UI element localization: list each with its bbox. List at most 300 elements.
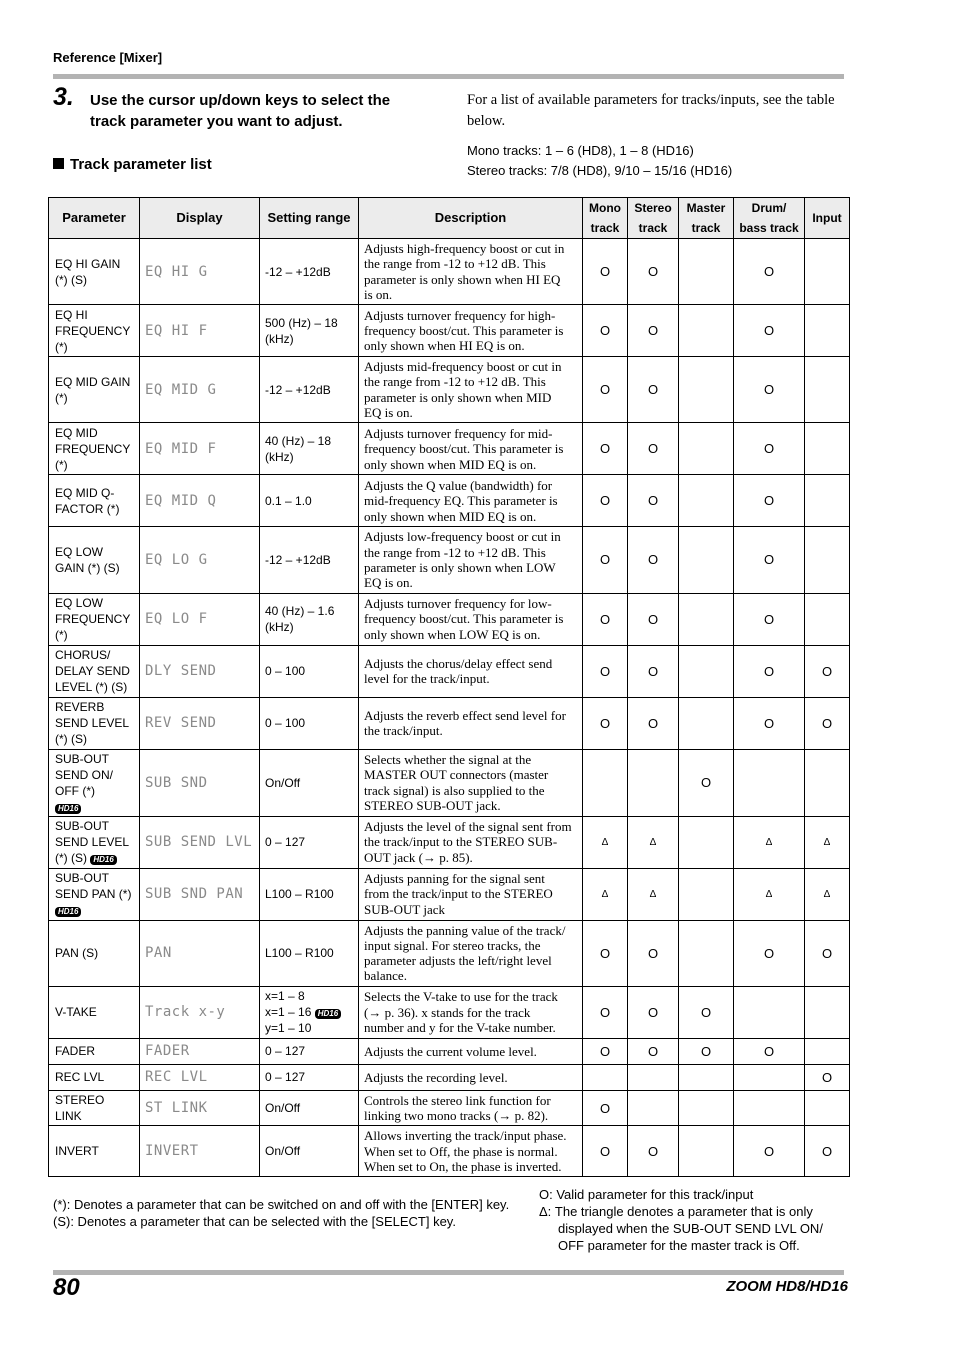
range-text: 0 – 100 bbox=[265, 716, 306, 731]
parameter-line bbox=[55, 731, 136, 747]
range-line bbox=[265, 264, 358, 280]
cell-drum-mark: O bbox=[734, 527, 805, 593]
cell-mono-mark: O bbox=[583, 527, 628, 593]
table-row bbox=[49, 1038, 850, 1064]
parameter-badge-line bbox=[55, 799, 136, 815]
lcd-display-text: SUB SND PAN bbox=[145, 886, 244, 903]
range-text: y=1 – 10 bbox=[265, 1021, 312, 1036]
lcd-display-text: FADER bbox=[145, 1043, 190, 1060]
parameter-text: FREQUENCY bbox=[55, 441, 131, 456]
table-row bbox=[49, 868, 850, 920]
product-name: ZOOM HD8/HD16 bbox=[726, 1278, 848, 1295]
parameter-line bbox=[55, 611, 136, 627]
top-rule bbox=[53, 74, 844, 79]
cell-drum-mark bbox=[734, 1090, 805, 1126]
cell-display bbox=[140, 357, 260, 423]
cell-stereo-mark bbox=[628, 749, 679, 816]
cell-input-mark bbox=[805, 423, 850, 475]
cell-drum-mark: O bbox=[734, 1126, 805, 1177]
cell-setting-range bbox=[260, 697, 359, 749]
parameter-text: EQ LOW bbox=[55, 544, 104, 559]
cell-drum-mark: O bbox=[734, 357, 805, 423]
table-row bbox=[49, 920, 850, 986]
parameter-text: SEND PAN (*) bbox=[55, 887, 132, 902]
cell-stereo-mark: O bbox=[628, 593, 679, 645]
parameter-line bbox=[55, 1108, 136, 1124]
parameter-line bbox=[55, 834, 136, 850]
list-heading bbox=[53, 156, 212, 173]
description-line: Adjusts the reverb effect send level for bbox=[364, 707, 566, 723]
cell-input-mark bbox=[805, 986, 850, 1038]
cell-input-mark bbox=[805, 357, 850, 423]
parameter-line bbox=[55, 1143, 136, 1159]
range-text: (kHz) bbox=[265, 620, 294, 635]
parameter-line bbox=[55, 870, 136, 886]
cell-description bbox=[359, 357, 583, 423]
cell-display bbox=[140, 986, 260, 1038]
cell-stereo-mark: O bbox=[628, 986, 679, 1038]
description-line: parameter is only shown when HI EQ bbox=[364, 271, 561, 287]
hd16-badge-icon: HD16 bbox=[55, 907, 81, 917]
cell-display bbox=[140, 697, 260, 749]
description-line: balance. bbox=[364, 968, 407, 984]
cell-stereo-mark: O bbox=[628, 1126, 679, 1177]
table-row bbox=[49, 1090, 850, 1126]
parameter-line bbox=[55, 1069, 136, 1085]
range-line bbox=[265, 315, 358, 331]
lcd-display-text: REC LVL bbox=[145, 1069, 208, 1086]
description-line: Selects whether the signal at the bbox=[364, 751, 532, 767]
cell-input-mark bbox=[805, 239, 850, 305]
cell-stereo-mark: O bbox=[628, 305, 679, 357]
cell-master-mark bbox=[679, 1126, 734, 1177]
table-row bbox=[49, 593, 850, 645]
parameter-line bbox=[55, 272, 136, 288]
parameter-text: EQ HI GAIN bbox=[55, 256, 121, 271]
cell-parameter bbox=[49, 239, 140, 305]
range-text: -12 – +12dB bbox=[265, 264, 331, 279]
parameter-text: EQ LOW bbox=[55, 596, 104, 611]
parameter-badge-line bbox=[55, 902, 136, 918]
cell-description bbox=[359, 1038, 583, 1064]
range-line bbox=[265, 433, 358, 449]
parameter-line bbox=[55, 627, 136, 643]
cell-display bbox=[140, 816, 260, 868]
mono-tracks-note: Mono tracks: 1 – 6 (HD8), 1 – 8 (HD16) bbox=[467, 143, 694, 158]
description-line: MASTER OUT connectors (master bbox=[364, 767, 549, 783]
cell-mono-mark: O bbox=[583, 986, 628, 1038]
table-row bbox=[49, 749, 850, 816]
cell-description bbox=[359, 697, 583, 749]
description-line: parameter is only shown when LOW bbox=[364, 559, 556, 575]
cell-master-mark bbox=[679, 527, 734, 593]
cell-drum-mark bbox=[734, 986, 805, 1038]
cell-mono-mark: O bbox=[583, 1126, 628, 1177]
parameter-text: V-TAKE bbox=[55, 1005, 97, 1020]
footnote-enter: (*): Denotes a parameter that can be switched on and off with the [ENTER] key. bbox=[53, 1197, 510, 1212]
cell-master-mark bbox=[679, 920, 734, 986]
cell-drum-mark: O bbox=[734, 697, 805, 749]
parameter-line bbox=[55, 1043, 136, 1059]
cell-master-mark bbox=[679, 593, 734, 645]
parameter-line bbox=[55, 767, 136, 783]
cell-description bbox=[359, 423, 583, 475]
table-row bbox=[49, 357, 850, 423]
cell-parameter bbox=[49, 816, 140, 868]
description-line: only shown when MID EQ is on. bbox=[364, 508, 537, 524]
description-line: parameter adjusts the left/right level bbox=[364, 953, 552, 969]
description-line: only shown when LOW EQ is on. bbox=[364, 626, 541, 642]
parameter-line bbox=[55, 485, 136, 501]
cell-master-mark bbox=[679, 816, 734, 868]
cell-setting-range bbox=[260, 868, 359, 920]
cell-display bbox=[140, 1064, 260, 1090]
description-line: the range from -12 to +12 dB. This bbox=[364, 256, 546, 272]
cell-stereo-mark: O bbox=[628, 357, 679, 423]
cell-stereo-mark: Δ bbox=[628, 816, 679, 868]
cell-master-mark bbox=[679, 645, 734, 697]
lcd-display-text: SUB SND bbox=[145, 774, 208, 791]
cell-input-mark bbox=[805, 527, 850, 593]
description-line: Allows inverting the track/input phase. bbox=[364, 1128, 567, 1144]
cell-input-mark bbox=[805, 749, 850, 816]
parameter-line bbox=[55, 699, 136, 715]
description-line: parameter is only shown when MID bbox=[364, 389, 552, 405]
range-text: (kHz) bbox=[265, 331, 294, 346]
description-line: the track/input. bbox=[364, 723, 443, 739]
lcd-display-text: DLY SEND bbox=[145, 663, 217, 680]
cell-drum-mark: Δ bbox=[734, 868, 805, 920]
cell-mono-mark: O bbox=[583, 645, 628, 697]
range-line bbox=[265, 1069, 358, 1085]
lcd-display-text: PAN bbox=[145, 945, 172, 962]
cell-drum-mark bbox=[734, 1064, 805, 1090]
cell-master-mark bbox=[679, 239, 734, 305]
lcd-display-text: EQ MID F bbox=[145, 440, 217, 457]
range-text: 500 (Hz) – 18 bbox=[265, 315, 338, 330]
cell-display bbox=[140, 1126, 260, 1177]
hd16-badge-icon: HD16 bbox=[90, 855, 116, 865]
cell-setting-range bbox=[260, 749, 359, 816]
description-line: EQ is on. bbox=[364, 575, 413, 591]
cell-setting-range bbox=[260, 527, 359, 593]
cell-description bbox=[359, 986, 583, 1038]
header-setting-range: Setting range bbox=[260, 198, 359, 239]
parameter-line bbox=[55, 457, 136, 473]
parameter-text: (*) bbox=[55, 390, 68, 405]
lcd-display-text: EQ HI F bbox=[145, 322, 208, 339]
step-line-2: track parameter you want to adjust. bbox=[90, 113, 343, 130]
cell-description bbox=[359, 527, 583, 593]
description-line: frequency boost/cut. This parameter is bbox=[364, 611, 564, 627]
cell-setting-range bbox=[260, 423, 359, 475]
range-text: 0.1 – 1.0 bbox=[265, 493, 312, 508]
range-text: On/Off bbox=[265, 1144, 301, 1159]
description-line: Adjusts high-frequency boost or cut in bbox=[364, 241, 565, 256]
cell-mono-mark: O bbox=[583, 920, 628, 986]
footnotes-left bbox=[53, 1196, 509, 1230]
table-row bbox=[49, 475, 850, 527]
range-line bbox=[265, 945, 358, 961]
cell-display bbox=[140, 527, 260, 593]
parameter-line bbox=[55, 441, 136, 457]
lcd-display-text: Track x-y bbox=[145, 1004, 226, 1021]
cell-input-mark: O bbox=[805, 645, 850, 697]
cell-stereo-mark: Δ bbox=[628, 868, 679, 920]
range-text: x=1 – 16 bbox=[265, 1005, 312, 1020]
parameter-text: SUB-OUT bbox=[55, 871, 109, 886]
cell-parameter bbox=[49, 305, 140, 357]
parameter-line bbox=[55, 715, 136, 731]
parameter-line bbox=[55, 501, 136, 517]
description-line: SUB-OUT jack bbox=[364, 901, 446, 917]
parameter-text: EQ MID bbox=[55, 425, 98, 440]
description-line: Adjusts the chorus/delay effect send bbox=[364, 655, 553, 671]
cell-setting-range bbox=[260, 305, 359, 357]
description-line: only shown when MID EQ is on. bbox=[364, 456, 537, 472]
bottom-rule bbox=[53, 1270, 844, 1275]
range-text: -12 – +12dB bbox=[265, 552, 331, 567]
description-line: When set to Off, the phase is normal. bbox=[364, 1143, 558, 1159]
parameter-line bbox=[55, 818, 136, 834]
description-line: input signal. For stereo tracks, the bbox=[364, 937, 541, 953]
cell-parameter bbox=[49, 1126, 140, 1177]
cell-stereo-mark: O bbox=[628, 645, 679, 697]
description-line: Selects the V-take to use for the track bbox=[364, 989, 558, 1005]
parameter-text: SEND LEVEL bbox=[55, 835, 130, 850]
header-display: Display bbox=[140, 198, 260, 239]
description-line: the range from -12 to +12 dB. This bbox=[364, 544, 546, 560]
description-line: EQ is on. bbox=[364, 405, 413, 421]
header-drum-bass-track: Drum/ bass track bbox=[734, 198, 805, 239]
cell-parameter bbox=[49, 697, 140, 749]
cell-parameter bbox=[49, 986, 140, 1038]
header-input: Input bbox=[805, 198, 850, 239]
cell-setting-range bbox=[260, 239, 359, 305]
description-line: Controls the stereo link function for bbox=[364, 1092, 551, 1108]
cell-display bbox=[140, 1090, 260, 1126]
cell-mono-mark bbox=[583, 1064, 628, 1090]
parameter-text: FREQUENCY bbox=[55, 612, 131, 627]
cell-setting-range bbox=[260, 357, 359, 423]
description-line: STEREO SUB-OUT jack. bbox=[364, 797, 501, 813]
cell-master-mark bbox=[679, 475, 734, 527]
parameter-text: CHORUS/ bbox=[55, 648, 111, 663]
cell-parameter bbox=[49, 527, 140, 593]
cell-display bbox=[140, 593, 260, 645]
table-row bbox=[49, 527, 850, 593]
cell-parameter bbox=[49, 357, 140, 423]
cell-display bbox=[140, 868, 260, 920]
cell-description bbox=[359, 1090, 583, 1126]
cell-mono-mark: O bbox=[583, 357, 628, 423]
cell-setting-range bbox=[260, 986, 359, 1038]
parameter-line bbox=[55, 390, 136, 406]
description-line: When set to On, the phase is inverted. bbox=[364, 1158, 562, 1174]
cell-input-mark bbox=[805, 1038, 850, 1064]
parameter-text: FADER bbox=[55, 1044, 96, 1059]
cell-parameter bbox=[49, 920, 140, 986]
cell-parameter bbox=[49, 1064, 140, 1090]
range-line bbox=[265, 1004, 358, 1020]
cell-parameter bbox=[49, 868, 140, 920]
parameter-line bbox=[55, 425, 136, 441]
cell-display bbox=[140, 1038, 260, 1064]
cell-input-mark: O bbox=[805, 697, 850, 749]
cell-setting-range bbox=[260, 593, 359, 645]
range-line bbox=[265, 449, 358, 465]
table-row bbox=[49, 986, 850, 1038]
parameter-text: DELAY SEND bbox=[55, 664, 130, 679]
range-text: x=1 – 8 bbox=[265, 989, 305, 1004]
description-line: frequency boost/cut. This parameter is bbox=[364, 323, 564, 339]
cell-setting-range bbox=[260, 1126, 359, 1177]
cell-setting-range bbox=[260, 816, 359, 868]
range-text: On/Off bbox=[265, 775, 301, 790]
lcd-display-text: EQ LO G bbox=[145, 551, 208, 568]
cell-input-mark bbox=[805, 1090, 850, 1126]
cell-master-mark: O bbox=[679, 1038, 734, 1064]
footnote-select: (S): Denotes a parameter that can be selected with the [SELECT] key. bbox=[53, 1214, 456, 1229]
parameter-text: LINK bbox=[55, 1109, 82, 1124]
parameter-text: REC LVL bbox=[55, 1070, 105, 1085]
cell-mono-mark: O bbox=[583, 697, 628, 749]
cell-input-mark bbox=[805, 593, 850, 645]
cell-master-mark: O bbox=[679, 986, 734, 1038]
range-text: L100 – R100 bbox=[265, 887, 334, 902]
parameter-text: EQ HI bbox=[55, 307, 88, 322]
table-row bbox=[49, 1126, 850, 1177]
range-text: 0 – 100 bbox=[265, 664, 306, 679]
step-line-1: Use the cursor up/down keys to select the bbox=[90, 92, 391, 109]
parameter-line bbox=[55, 751, 136, 767]
range-line bbox=[265, 834, 358, 850]
parameter-line bbox=[55, 560, 136, 576]
range-text: (kHz) bbox=[265, 449, 294, 464]
description-line: Adjusts turnover frequency for low- bbox=[364, 596, 552, 612]
range-text: 0 – 127 bbox=[265, 1044, 306, 1059]
parameter-line bbox=[55, 850, 136, 866]
parameter-text: EQ MID Q- bbox=[55, 485, 115, 500]
cell-display bbox=[140, 475, 260, 527]
range-line bbox=[265, 1043, 358, 1059]
parameter-line bbox=[55, 544, 136, 560]
cell-description bbox=[359, 593, 583, 645]
footnote-valid: O: Valid parameter for this track/input bbox=[539, 1187, 754, 1202]
cell-description bbox=[359, 920, 583, 986]
cell-stereo-mark bbox=[628, 1064, 679, 1090]
cell-setting-range bbox=[260, 475, 359, 527]
table-row bbox=[49, 1064, 850, 1090]
header-parameter: Parameter bbox=[49, 198, 140, 239]
range-text: 0 – 127 bbox=[265, 1070, 306, 1085]
range-line bbox=[265, 619, 358, 635]
cell-setting-range bbox=[260, 920, 359, 986]
parameter-text: (*) (S) bbox=[55, 732, 87, 747]
parameter-text: PAN (S) bbox=[55, 946, 99, 961]
cell-parameter bbox=[49, 1090, 140, 1126]
cell-stereo-mark bbox=[628, 1090, 679, 1126]
cell-description bbox=[359, 305, 583, 357]
parameter-line bbox=[55, 886, 136, 902]
header-master-track: Master track bbox=[679, 198, 734, 239]
lcd-display-text: EQ MID G bbox=[145, 381, 217, 398]
range-line bbox=[265, 1020, 358, 1036]
cell-setting-range bbox=[260, 1064, 359, 1090]
table-row bbox=[49, 305, 850, 357]
cell-input-mark: O bbox=[805, 920, 850, 986]
parameter-line bbox=[55, 339, 136, 355]
parameter-text: SUB-OUT bbox=[55, 819, 109, 834]
parameter-text: (*) (S) bbox=[55, 851, 87, 866]
cell-drum-mark: O bbox=[734, 423, 805, 475]
cell-description bbox=[359, 816, 583, 868]
parameter-text: FREQUENCY bbox=[55, 323, 131, 338]
parameter-line bbox=[55, 679, 136, 695]
description-line: the range from -12 to +12 dB. This bbox=[364, 374, 546, 390]
cell-stereo-mark: O bbox=[628, 697, 679, 749]
range-line bbox=[265, 552, 358, 568]
cell-master-mark bbox=[679, 305, 734, 357]
hd16-badge-icon: HD16 bbox=[55, 804, 81, 814]
parameter-text: SUB-OUT bbox=[55, 751, 109, 766]
description-line: linking two mono tracks (→ p. 82). bbox=[364, 1108, 549, 1124]
cell-setting-range bbox=[260, 1090, 359, 1126]
range-line bbox=[265, 988, 358, 1004]
cell-description bbox=[359, 475, 583, 527]
cell-display bbox=[140, 239, 260, 305]
footnote-triangle: Δ: The triangle denotes a parameter that is only displayed when the SUB-OUT SEND LVL ON/ OFF parameter for the master track is Off. bbox=[539, 1204, 823, 1253]
cell-mono-mark: O bbox=[583, 475, 628, 527]
description-line: the track/input to the STEREO SUB- bbox=[364, 834, 558, 850]
cell-drum-mark: Δ bbox=[734, 816, 805, 868]
cell-input-mark: O bbox=[805, 1064, 850, 1090]
description-line: Adjusts the current volume level. bbox=[364, 1043, 537, 1059]
range-line bbox=[265, 663, 358, 679]
range-text: L100 – R100 bbox=[265, 946, 334, 961]
cell-drum-mark: O bbox=[734, 920, 805, 986]
range-text: 40 (Hz) – 18 bbox=[265, 433, 332, 448]
cell-drum-mark: O bbox=[734, 475, 805, 527]
cell-display bbox=[140, 645, 260, 697]
range-line bbox=[265, 331, 358, 347]
cell-setting-range bbox=[260, 645, 359, 697]
parameter-text: (*) bbox=[55, 339, 68, 354]
header-mono-track: Mono track bbox=[583, 198, 628, 239]
description-line: only shown when HI EQ is on. bbox=[364, 338, 525, 354]
cell-stereo-mark: O bbox=[628, 423, 679, 475]
range-line bbox=[265, 1143, 358, 1159]
parameter-line bbox=[55, 663, 136, 679]
cell-stereo-mark: O bbox=[628, 1038, 679, 1064]
parameter-line bbox=[55, 945, 136, 961]
cell-parameter bbox=[49, 645, 140, 697]
range-text: On/Off bbox=[265, 1101, 301, 1116]
cell-drum-mark: O bbox=[734, 239, 805, 305]
cell-mono-mark: O bbox=[583, 1038, 628, 1064]
description-line: Adjusts the recording level. bbox=[364, 1069, 508, 1085]
parameter-text: FACTOR (*) bbox=[55, 501, 120, 516]
cell-master-mark bbox=[679, 423, 734, 475]
range-line bbox=[265, 493, 358, 509]
cell-mono-mark bbox=[583, 749, 628, 816]
cell-display bbox=[140, 749, 260, 816]
cell-display bbox=[140, 920, 260, 986]
parameter-text: OFF (*) bbox=[55, 783, 95, 798]
cell-description bbox=[359, 645, 583, 697]
description-line: frequency boost/cut. This parameter is bbox=[364, 441, 564, 457]
description-line: track signal) is also supplied to the bbox=[364, 782, 545, 798]
